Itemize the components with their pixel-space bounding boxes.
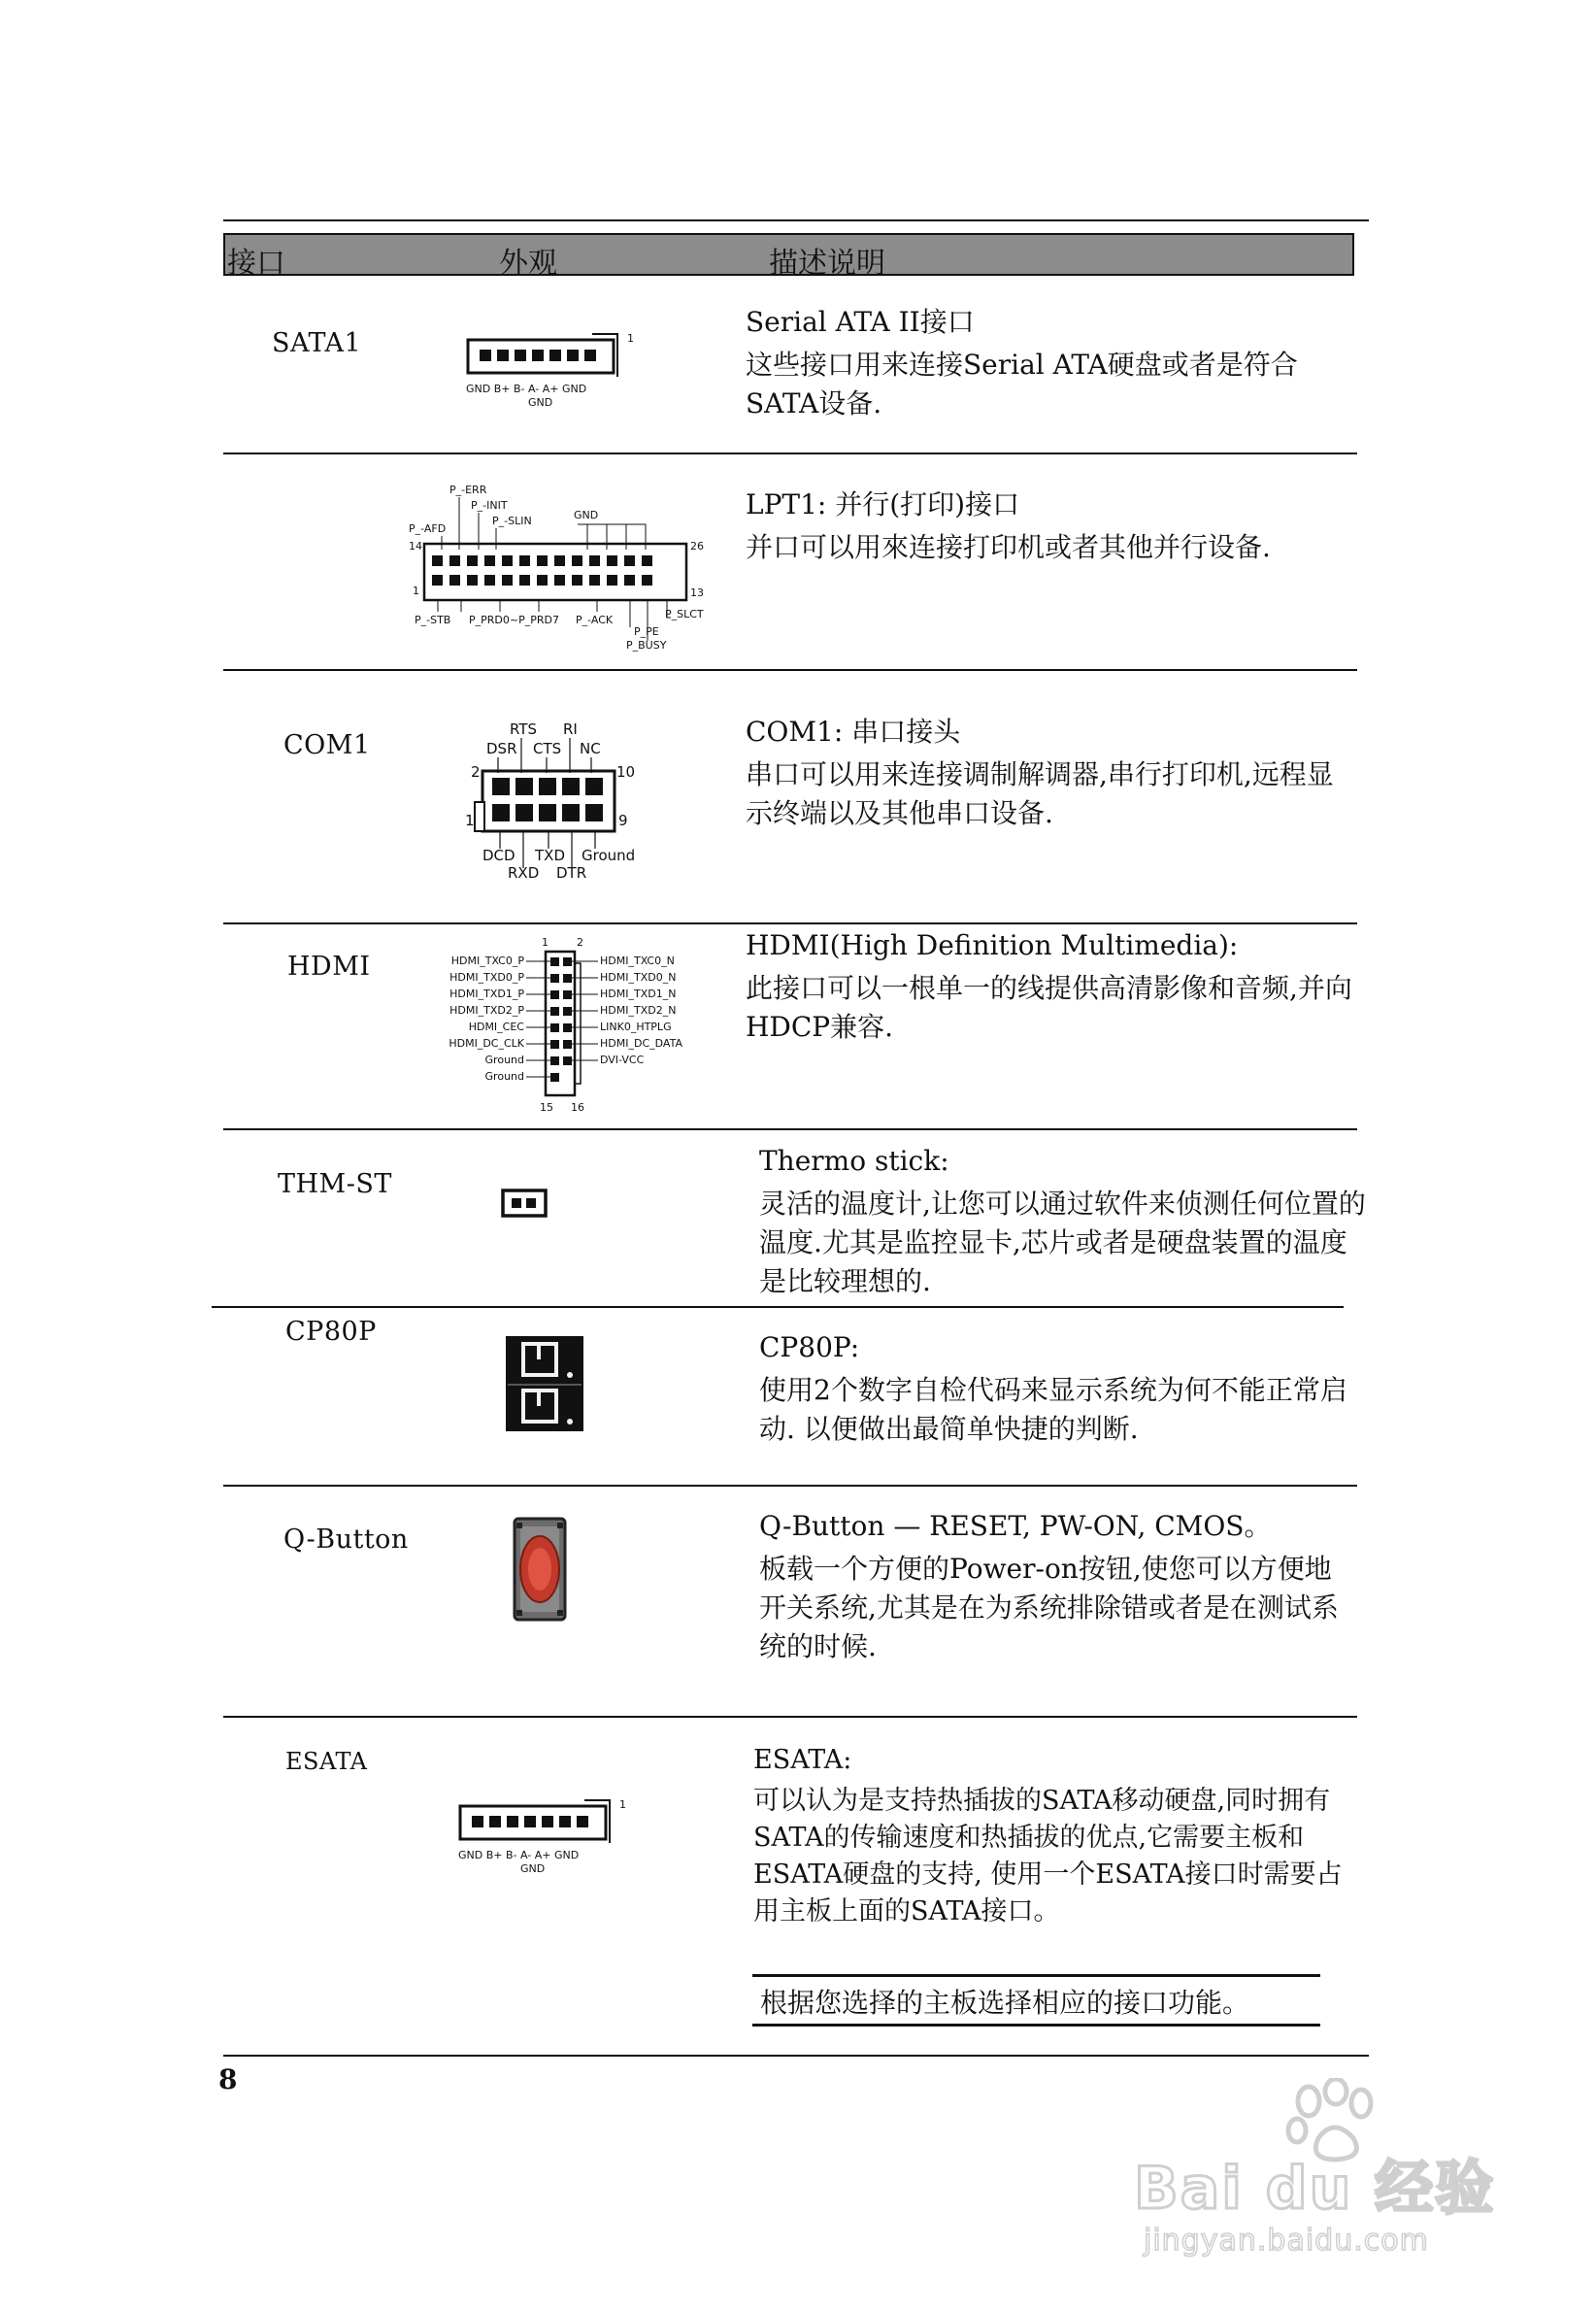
esata-connector-diagram — [449, 1787, 643, 1884]
lpt-label-slct: P_SLCT — [665, 608, 704, 620]
header-appearance: 外观 — [499, 247, 557, 281]
hdmi-left-label: Ground — [484, 1054, 524, 1066]
hdmi-left-label: HDMI_TXD1_P — [449, 988, 524, 1000]
hdmi-right-label: DVI-VCC — [600, 1054, 645, 1066]
hdmi-right-label: HDMI_TXD0_N — [600, 971, 677, 984]
row-desc-sata1 — [746, 303, 1347, 423]
row-name-q-button: Q-Button — [283, 1525, 409, 1555]
sata1-pin-row-label: GND B+ B- A- A+ GND — [466, 383, 587, 395]
com-label-dsr: DSR — [486, 740, 517, 757]
row-title-lpt1: LPT1: 并行(打印)接口 — [746, 488, 1020, 520]
row-title-hdmi: HDMI(High Definition Multimedia): — [746, 929, 1239, 961]
row-divider — [212, 1306, 1344, 1308]
com-label-ri: RI — [563, 720, 578, 738]
com-label-rts: RTS — [510, 720, 538, 738]
hdmi-left-label: HDMI_DC_CLK — [449, 1037, 524, 1050]
hdmi-left-label: HDMI_TXC0_P — [450, 955, 524, 967]
com-pin-2: 2 — [471, 763, 481, 781]
row-name-cp80p: CP80P — [285, 1317, 377, 1347]
row-title-q-button: Q-Button — RESET, PW-ON, CMOS。 — [759, 1510, 1272, 1542]
watermark-brand: Bai du 经验 — [1134, 2155, 1496, 2223]
hdmi-left-label: HDMI_TXD2_P — [449, 1004, 524, 1017]
lpt-label-pe: P_PE — [634, 625, 659, 638]
row-title-esata: ESATA: — [753, 1745, 852, 1775]
row-desc-esata — [753, 1742, 1355, 1930]
row-divider — [223, 1128, 1357, 1130]
bottom-rule — [223, 2055, 1369, 2057]
hdmi-right-label: LINK0_HTPLG — [600, 1021, 672, 1033]
lpt-pin-14: 14 — [409, 540, 422, 553]
row-divider — [223, 669, 1357, 671]
row-desc-lpt1 — [746, 486, 1357, 567]
watermark-url: jingyan.baidu.com — [1144, 2224, 1429, 2258]
row-name-esata: ESATA — [285, 1748, 368, 1775]
lpt-label-init: P_-INIT — [471, 499, 508, 512]
hdmi-left-label: Ground — [484, 1070, 524, 1083]
baidu-watermark — [1134, 2078, 1522, 2272]
esata-pin-row-label: GND B+ B- A- A+ GND — [458, 1849, 580, 1861]
row-title-thm-st: Thermo stick: — [759, 1145, 949, 1177]
row-name-thm-st: THM-ST — [278, 1169, 392, 1199]
row-body-lpt1: 并口可以用來连接打印机或者其他并行设备. — [746, 531, 1271, 563]
row-desc-hdmi — [746, 926, 1357, 1047]
top-rule — [223, 219, 1369, 221]
hdmi-left-label: HDMI_CEC — [468, 1021, 524, 1033]
com-pin-10: 10 — [616, 763, 636, 781]
hdmi-pin-15: 15 — [540, 1101, 553, 1114]
lpt-pin-13: 13 — [690, 586, 704, 599]
row-body-sata1: 这些接口用来连接Serial ATA硬盘或者是符合SATA设备. — [746, 349, 1298, 419]
row-divider — [223, 452, 1357, 454]
header-interface: 接口 — [227, 247, 285, 281]
esata-pin1-label: 1 — [619, 1798, 626, 1811]
hdmi-pin-2: 2 — [577, 936, 583, 949]
lpt-pin-26: 26 — [690, 540, 704, 553]
row-body-esata: 可以认为是支持热插拔的SATA移动硬盘,同时拥有SATA的传输速度和热插拔的优点,它需要主板和ESATA硬盘的支持, 使用一个ESATA接口时需要占用主板上面的SATA接口。 — [753, 1786, 1343, 1927]
row-name-com1: COM1 — [283, 730, 371, 760]
com-label-dcd: DCD — [482, 847, 515, 864]
row-body-thm-st: 灵活的温度计,让您可以通过软件来侦测任何位置的温度.尤其是监控显卡,芯片或者是硬盘装置的温度是比较理想的. — [759, 1188, 1366, 1297]
hdmi-pin-1: 1 — [542, 936, 549, 949]
com-label-nc: NC — [580, 740, 601, 757]
lpt-label-busy: P_BUSY — [626, 639, 667, 652]
row-title-cp80p: CP80P: — [759, 1331, 860, 1363]
lpt-label-ack: P_-ACK — [576, 614, 614, 626]
com-label-ground: Ground — [582, 847, 636, 864]
com-label-cts: CTS — [533, 740, 562, 757]
row-desc-cp80p — [759, 1328, 1351, 1449]
lpt-label-prd: P_PRD0~P_PRD7 — [469, 614, 559, 626]
row-desc-q-button — [759, 1507, 1351, 1666]
sata1-gnd-label: GND — [528, 396, 553, 409]
hdmi-right-label: HDMI_TXD1_N — [600, 988, 677, 1000]
hdmi-connector-diagram — [427, 934, 709, 1119]
esata-gnd-label: GND — [520, 1862, 546, 1875]
row-body-cp80p: 使用2个数字自检代码来显示系统为何不能正常启动. 以便做出最简单快捷的判断. — [759, 1374, 1347, 1445]
thermo-stick-connector — [500, 1187, 549, 1222]
hdmi-right-label: HDMI_TXC0_N — [600, 955, 675, 967]
row-name-hdmi: HDMI — [287, 952, 371, 982]
row-body-com1: 串口可以用来连接调制解调器,串行打印机,远程显示终端以及其他串口设备. — [746, 758, 1334, 829]
sata1-connector-diagram — [456, 320, 650, 418]
page-number: 8 — [218, 2063, 238, 2095]
q-button-icon — [513, 1517, 567, 1622]
com-pin-1: 1 — [465, 812, 475, 829]
lpt-label-afd: P_-AFD — [409, 522, 447, 535]
lpt1-connector-diagram — [403, 482, 723, 656]
hdmi-right-label: HDMI_DC_DATA — [600, 1037, 682, 1050]
row-name-sata1: SATA1 — [272, 328, 362, 358]
com-pin-9: 9 — [618, 812, 628, 829]
row-desc-com1 — [746, 713, 1347, 833]
row-divider — [223, 922, 1357, 924]
row-desc-thm-st — [759, 1142, 1371, 1301]
cp80p-seven-segment-display — [506, 1336, 583, 1431]
row-divider — [223, 1716, 1357, 1718]
row-title-sata1: Serial ATA II接口 — [746, 306, 975, 338]
lpt-label-err: P_-ERR — [449, 484, 487, 496]
row-body-hdmi: 此接口可以一根单一的线提供高清影像和音频,并向HDCP兼容. — [746, 972, 1352, 1043]
header-description: 描述说明 — [769, 247, 885, 281]
footer-note: 根据您选择的主板选择相应的接口功能。 — [752, 1974, 1320, 2027]
lpt-label-gnd: GND — [574, 509, 599, 521]
hdmi-right-label: HDMI_TXD2_N — [600, 1004, 677, 1017]
com-label-txd: TXD — [535, 847, 565, 864]
lpt-label-stb: P_-STB — [415, 614, 451, 626]
lpt-pin-1: 1 — [413, 585, 419, 597]
hdmi-left-label: HDMI_TXD0_P — [449, 971, 524, 984]
com-label-rxd: RXD — [508, 864, 540, 882]
row-title-com1: COM1: 串口接头 — [746, 716, 961, 748]
lpt-label-slin: P_-SLIN — [492, 515, 532, 527]
row-body-q-button: 板载一个方便的Power-on按钮,使您可以方便地开关系统,尤其是在为系统排除错或者是在测试系统的时候. — [759, 1553, 1339, 1662]
sata1-pin1-label: 1 — [627, 332, 634, 345]
table-header — [223, 233, 1354, 281]
row-divider — [223, 1485, 1357, 1487]
hdmi-pin-16: 16 — [571, 1101, 584, 1114]
com1-connector-diagram — [461, 717, 655, 882]
com-label-dtr: DTR — [556, 864, 587, 882]
